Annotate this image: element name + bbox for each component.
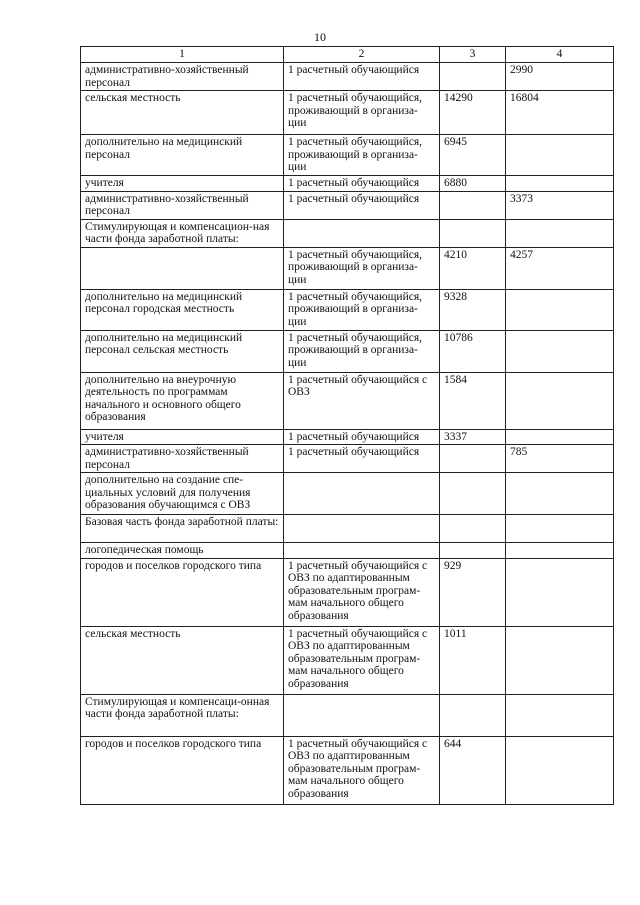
table-cell-col1: дополнительно на внеурочную деятельность по программам начального и основного общего образования [81, 372, 284, 429]
table-cell-col1: дополнительно на создание спе-циальных условий для получения образования обучающимся с ОВЗ [81, 473, 284, 515]
table-cell-col2 [284, 219, 440, 247]
table-cell-col2: 1 расчетный обучающийся, проживающий в организа-ции [284, 135, 440, 176]
table-cell-col3 [440, 191, 506, 219]
table-row [81, 247, 614, 289]
norms-table [80, 46, 614, 805]
cell-value: 785 [510, 446, 528, 458]
table-row [81, 219, 614, 247]
table-cell-col1: учителя [81, 429, 284, 445]
table-cell-col4 [506, 63, 614, 91]
table-cell-col2: 1 расчетный обучающийся с ОВЗ по адаптированным образовательным програм-мам начального общего образования [284, 736, 440, 804]
table-cell-col4 [506, 429, 614, 445]
cell-value: 4257 [510, 248, 533, 261]
table-cell-col1: дополнительно на медицинский персонал [81, 135, 284, 176]
table-cell-col2: 1 расчетный обучающийся с ОВЗ по адаптированным образовательным програм-мам начального общего образования [284, 558, 440, 626]
table-row [81, 176, 614, 192]
table-cell-col2: 1 расчетный обучающийся, проживающий в организа-ции [284, 91, 440, 135]
table-cell-col3 [440, 515, 506, 543]
table-cell-col4 [506, 330, 614, 372]
table-cell-col1: сельская местность [81, 91, 284, 135]
table-cell-col3: 6880 [440, 176, 506, 192]
table-cell-col4 [506, 626, 614, 694]
header-row [81, 47, 614, 63]
table-cell-col1: административно-хозяйственный персонал [81, 191, 284, 219]
table-cell-col3: 9328 [440, 289, 506, 330]
table-cell-col4 [506, 694, 614, 736]
table-cell-col4 [506, 543, 614, 559]
column-header-2: 2 [284, 47, 440, 63]
table-cell-col1: дополнительно на медицинский персонал сельская местность [81, 330, 284, 372]
table-row [81, 473, 614, 515]
table-cell-col2: 1 расчетный обучающийся [284, 191, 440, 219]
table-cell-col4 [506, 247, 614, 289]
table-cell-col1: городов и поселков городского типа [81, 558, 284, 626]
table-cell-col2 [284, 515, 440, 543]
table-cell-col2: 1 расчетный обучающийся, проживающий в организа-ции [284, 330, 440, 372]
table-cell-col3: 3337 [440, 429, 506, 445]
table-cell-col1: Базовая часть фонда заработной платы: [81, 515, 284, 543]
table-row [81, 445, 614, 473]
cell-value: 3373 [510, 192, 533, 205]
table-row [81, 289, 614, 330]
table-row [81, 330, 614, 372]
table-cell-col1: дополнительно на медицинский персонал городская местность [81, 289, 284, 330]
table-cell-col1: административно-хозяйственный персонал [81, 445, 284, 473]
table-row [81, 543, 614, 559]
table-cell-col4 [506, 135, 614, 176]
table-cell-col1: учителя [81, 176, 284, 192]
table-cell-col3 [440, 543, 506, 559]
table-cell-col4 [506, 219, 614, 247]
table-row [81, 558, 614, 626]
table-row [81, 372, 614, 429]
table-cell-col3 [440, 63, 506, 91]
table-cell-col4 [506, 372, 614, 429]
table-cell-col1: логопедическая помощь [81, 543, 284, 559]
table-row [81, 515, 614, 543]
table-cell-col2: 1 расчетный обучающийся с ОВЗ [284, 372, 440, 429]
table-cell-col1: сельская местность [81, 626, 284, 694]
table-cell-col1: Стимулирующая и компенсаци-онная части фонда заработной платы: [81, 694, 284, 736]
table-cell-col3 [440, 473, 506, 515]
table-cell-col2: 1 расчетный обучающийся [284, 429, 440, 445]
table-cell-col2 [284, 473, 440, 515]
table-cell-col4 [506, 91, 614, 135]
table-cell-col2 [284, 694, 440, 736]
table-cell-col3: 4210 [440, 247, 506, 289]
table-cell-col4 [506, 176, 614, 192]
table-cell-col3: 6945 [440, 135, 506, 176]
table-cell-col4 [506, 289, 614, 330]
table-cell-col3: 644 [440, 736, 506, 804]
table-cell-col4 [506, 515, 614, 543]
cell-value: 2990 [510, 64, 533, 76]
table-cell-col1: административно-хозяйственный персонал [81, 63, 284, 91]
table-cell-col1: Стимулирующая и компенсацион-ная части фонда заработной платы: [81, 219, 284, 247]
table-header [81, 47, 614, 63]
column-header-3: 3 [440, 47, 506, 63]
table-cell-col3 [440, 694, 506, 736]
table-cell-col3 [440, 219, 506, 247]
table-cell-col2: 1 расчетный обучающийся, проживающий в организа-ции [284, 247, 440, 289]
column-header-4: 4 [506, 47, 614, 63]
table-cell-col2: 1 расчетный обучающийся [284, 63, 440, 91]
table-cell-col2: 1 расчетный обучающийся [284, 176, 440, 192]
table-cell-col3: 1011 [440, 626, 506, 694]
table-cell-col4 [506, 445, 614, 473]
table-row [81, 429, 614, 445]
cell-value: 16804 [510, 92, 539, 104]
table-row [81, 736, 614, 804]
table-row [81, 694, 614, 736]
table-row [81, 63, 614, 91]
table-cell-col3: 14290 [440, 91, 506, 135]
table-row [81, 135, 614, 176]
page-number: 10 [314, 30, 326, 44]
table-cell-col2: 1 расчетный обучающийся с ОВЗ по адаптированным образовательным програм-мам начального общего образования [284, 626, 440, 694]
table-cell-col3: 10786 [440, 330, 506, 372]
table-cell-col1: городов и поселков городского типа [81, 736, 284, 804]
table-cell-col4 [506, 191, 614, 219]
table-cell-col2 [284, 543, 440, 559]
table-row [81, 626, 614, 694]
table-cell-col3: 1584 [440, 372, 506, 429]
table-cell-col3 [440, 445, 506, 473]
table-row [81, 191, 614, 219]
table-cell-col4 [506, 473, 614, 515]
table-body [81, 63, 614, 805]
table-cell-col2: 1 расчетный обучающийся, проживающий в организа-ции [284, 289, 440, 330]
column-header-1: 1 [81, 47, 284, 63]
table-cell-col2: 1 расчетный обучающийся [284, 445, 440, 473]
table-cell-col1 [81, 247, 284, 289]
table-cell-col4 [506, 558, 614, 626]
table-cell-col3: 929 [440, 558, 506, 626]
table-row [81, 91, 614, 135]
table-cell-col4 [506, 736, 614, 804]
